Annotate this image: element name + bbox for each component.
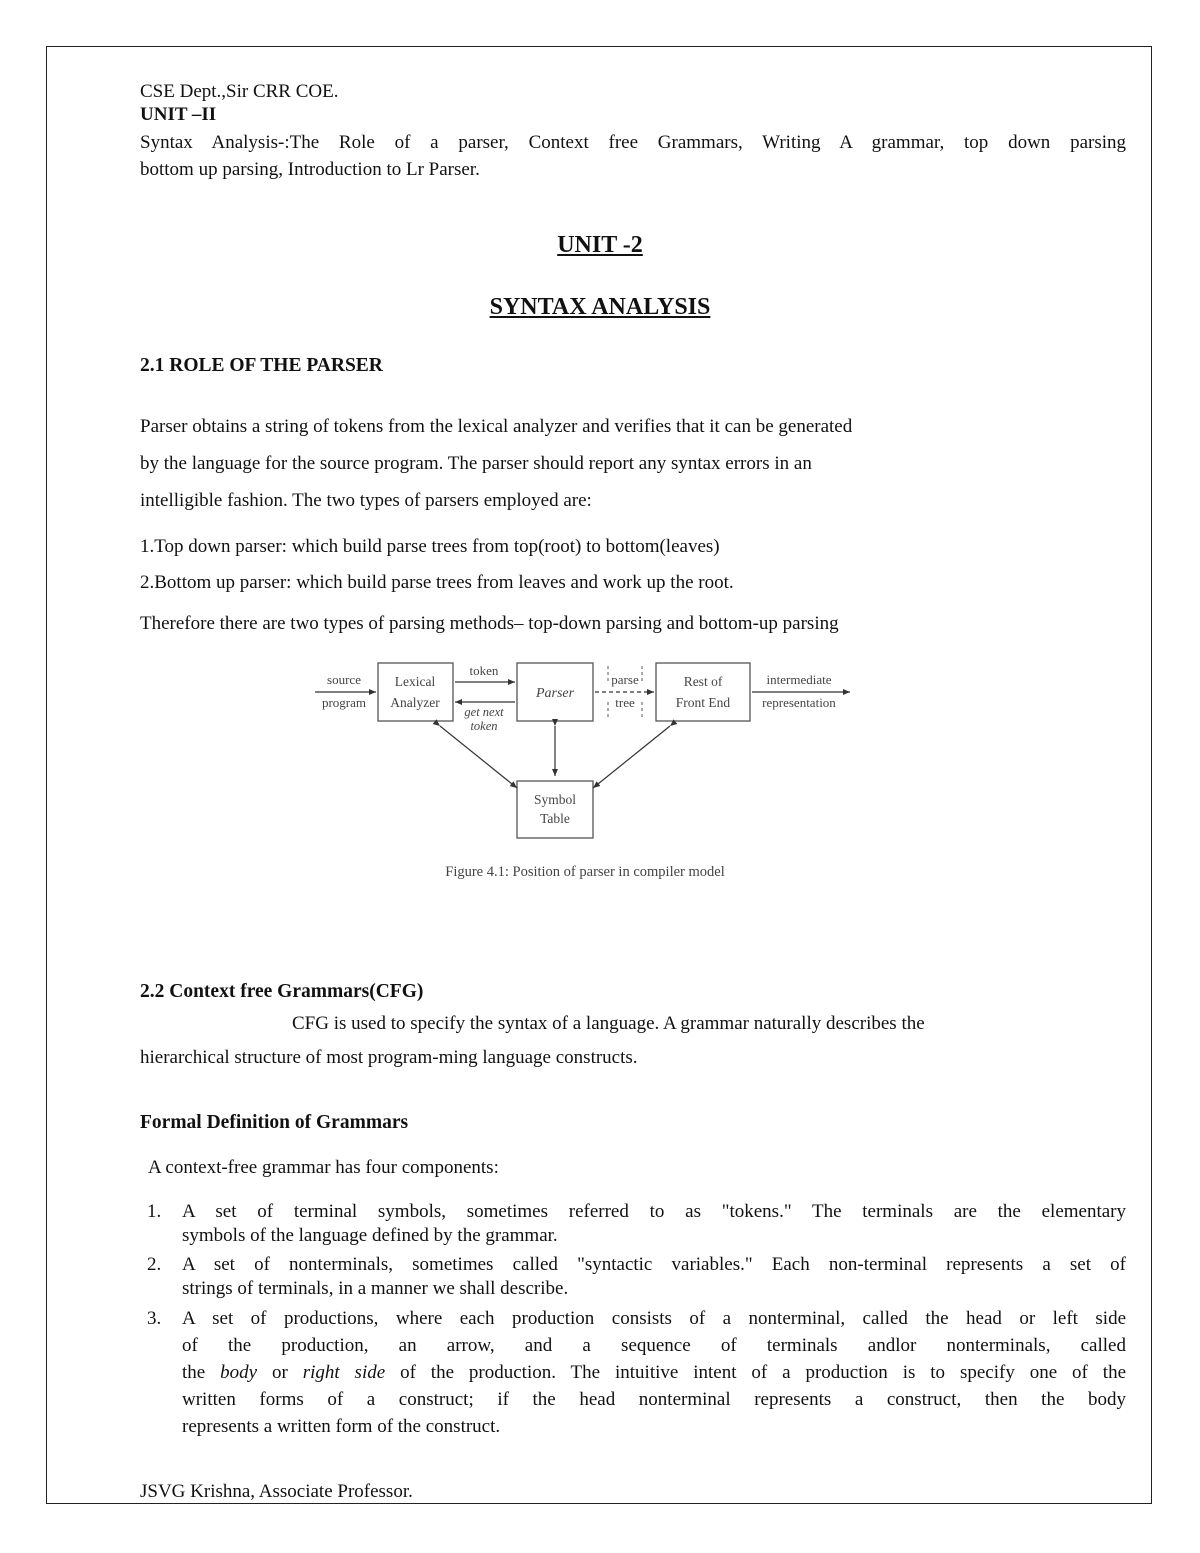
list-item-line: symbols of the language defined by the grammar. — [182, 1225, 558, 1246]
cfg-line-2: hierarchical structure of most program-ming language constructs. — [140, 1047, 638, 1068]
text-run: the — [182, 1362, 206, 1383]
rest-of-label: Rest of — [683, 674, 723, 689]
token-label: token — [469, 663, 499, 678]
section-heading-role: 2.1 ROLE OF THE PARSER — [140, 355, 383, 376]
parse-label: parse — [611, 672, 639, 687]
get-next-label: get next — [464, 705, 504, 719]
figure-caption: Figure 4.1: Position of parser in compiler model — [445, 864, 725, 880]
list-item-line: A set of terminal symbols, sometimes referred to as "tokens." The terminals are the elementary — [182, 1201, 1126, 1222]
components-intro: A context-free grammar has four components: — [148, 1157, 499, 1178]
front-end-label: Front End — [675, 695, 731, 710]
source-label: source — [327, 672, 361, 687]
lexical-label: Lexical — [394, 674, 436, 689]
section-heading-cfg: 2.2 Context free Grammars(CFG) — [140, 981, 424, 1002]
page-title: SYNTAX ANALYSIS — [489, 294, 711, 320]
symbol-table-box — [517, 781, 593, 838]
list-number: 3. — [147, 1308, 162, 1329]
get-next-token-label: token — [470, 719, 498, 733]
list-number: 1. — [147, 1201, 162, 1222]
parser-type-1: 1.Top down parser: which build parse trees from top(root) to bottom(leaves) — [140, 536, 720, 557]
cfg-line-1: CFG is used to specify the syntax of a language. A grammar naturally describes the — [292, 1013, 925, 1034]
list-item — [182, 1307, 1126, 1439]
list-number: 2. — [147, 1254, 162, 1275]
lexical-analyzer-box — [378, 663, 453, 721]
unit-title: UNIT -2 — [557, 232, 643, 258]
rest-symbol-arrow — [593, 726, 670, 788]
syllabus-line-2: bottom up parsing, Introduction to Lr Parser. — [140, 159, 480, 180]
formal-definition-heading: Formal Definition of Grammars — [140, 1112, 409, 1133]
list-item-line — [182, 1361, 1126, 1385]
compiler-model-diagram — [310, 658, 870, 888]
list-item-line: A set of nonterminals, sometimes called "syntactic variables." Each non-terminal represents a set of — [182, 1254, 1126, 1275]
intermediate-label: intermediate — [766, 672, 832, 687]
symbol-label: Symbol — [533, 792, 577, 807]
list-item-line: written forms of a construct; if the head nonterminal represents a construct, then the body — [182, 1389, 1126, 1410]
author-footer: JSVG Krishna, Associate Professor. — [140, 1481, 413, 1502]
list-item-line: strings of terminals, in a manner we shall describe. — [182, 1278, 569, 1299]
parser-label: Parser — [535, 686, 575, 701]
list-item — [182, 1200, 1126, 1248]
parsing-methods-line: Therefore there are two types of parsing methods– top-down parsing and bottom-up parsing — [140, 613, 839, 634]
syllabus-line-1: Syntax Analysis-:The Role of a parser, Context free Grammars, Writing A grammar, top down parsing — [140, 132, 1126, 153]
list-item — [182, 1253, 1126, 1301]
list-item-line: A set of productions, where each production consists of a nonterminal, called the head or left side — [182, 1308, 1126, 1329]
paragraph-line: by the language for the source program. The parser should report any syntax errors in an — [140, 453, 812, 474]
list-item-line: represents a written form of the construct. — [182, 1416, 501, 1437]
lexical-symbol-arrow — [440, 726, 517, 788]
paragraph-line: Parser obtains a string of tokens from the lexical analyzer and verifies that it can be generated — [140, 416, 853, 437]
text-run: or — [271, 1362, 288, 1383]
dept-line: CSE Dept.,Sir CRR COE. — [140, 81, 339, 102]
table-label: Table — [540, 811, 570, 826]
emphasis-body: body — [220, 1362, 258, 1383]
analyzer-label: Analyzer — [390, 695, 440, 710]
representation-label: representation — [762, 695, 836, 710]
parser-type-2: 2.Bottom up parser: which build parse trees from leaves and work up the root. — [140, 572, 734, 593]
text-run: of the production. The intuitive intent of a production is to specify one of the — [400, 1362, 1126, 1383]
program-label: program — [321, 695, 367, 710]
list-item-line: of the production, an arrow, and a sequence of terminals andlor nonterminals, called — [182, 1335, 1126, 1356]
emphasis-right-side: right side — [302, 1362, 386, 1383]
tree-label: tree — [615, 695, 635, 710]
rest-of-front-end-box — [656, 663, 750, 721]
paragraph-line: intelligible fashion. The two types of parsers employed are: — [140, 490, 592, 511]
unit-label: UNIT –II — [140, 104, 217, 125]
